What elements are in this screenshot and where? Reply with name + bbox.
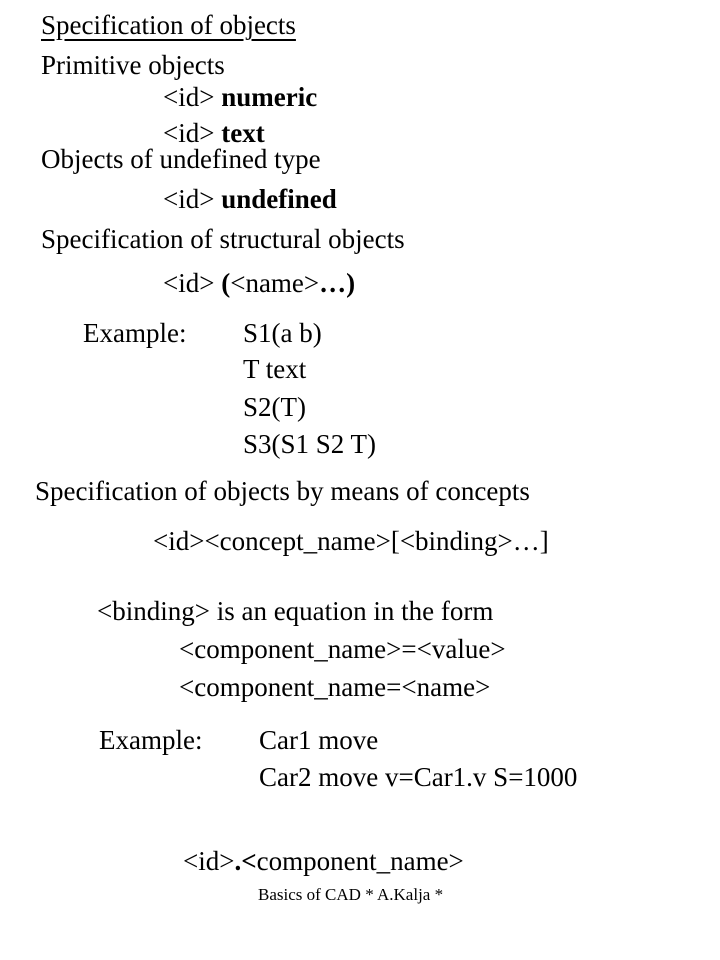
concepts-example-2: Car2 move v=Car1.v S=1000 <box>259 762 578 792</box>
concepts-heading: Specification of objects by means of concepts <box>35 476 530 506</box>
page-title: Specification of objects <box>41 10 296 40</box>
footer: Basics of CAD * A.Kalja * <box>258 885 444 904</box>
structural-example-3: S2(T) <box>243 392 306 422</box>
structural-form: <id> (<name>…) <box>163 268 356 298</box>
primitive-heading: Primitive objects <box>41 50 225 80</box>
structural-example-1: S1(a b) <box>243 318 322 348</box>
structural-example-4: S3(S1 S2 T) <box>243 429 377 459</box>
undefined-heading: Objects of undefined type <box>41 144 321 174</box>
primitive-text-line: <id> text <box>163 118 265 148</box>
structural-example-label: Example: <box>83 318 187 348</box>
component-reference: <id>.<component_name> <box>183 846 464 876</box>
concepts-example-1: Car1 move <box>259 725 379 755</box>
binding-form-name: <component_name=<name> <box>179 672 491 702</box>
structural-example-2: T text <box>243 354 307 384</box>
concepts-example-label: Example: <box>99 725 203 755</box>
binding-description: <binding> is an equation in the form <box>97 596 494 626</box>
primitive-numeric-line: <id> numeric <box>163 82 318 112</box>
binding-form-value: <component_name>=<value> <box>179 634 506 664</box>
undefined-line: <id> undefined <box>163 184 337 214</box>
concepts-form: <id><concept_name>[<binding>…] <box>153 526 549 556</box>
structural-heading: Specification of structural objects <box>41 224 405 254</box>
